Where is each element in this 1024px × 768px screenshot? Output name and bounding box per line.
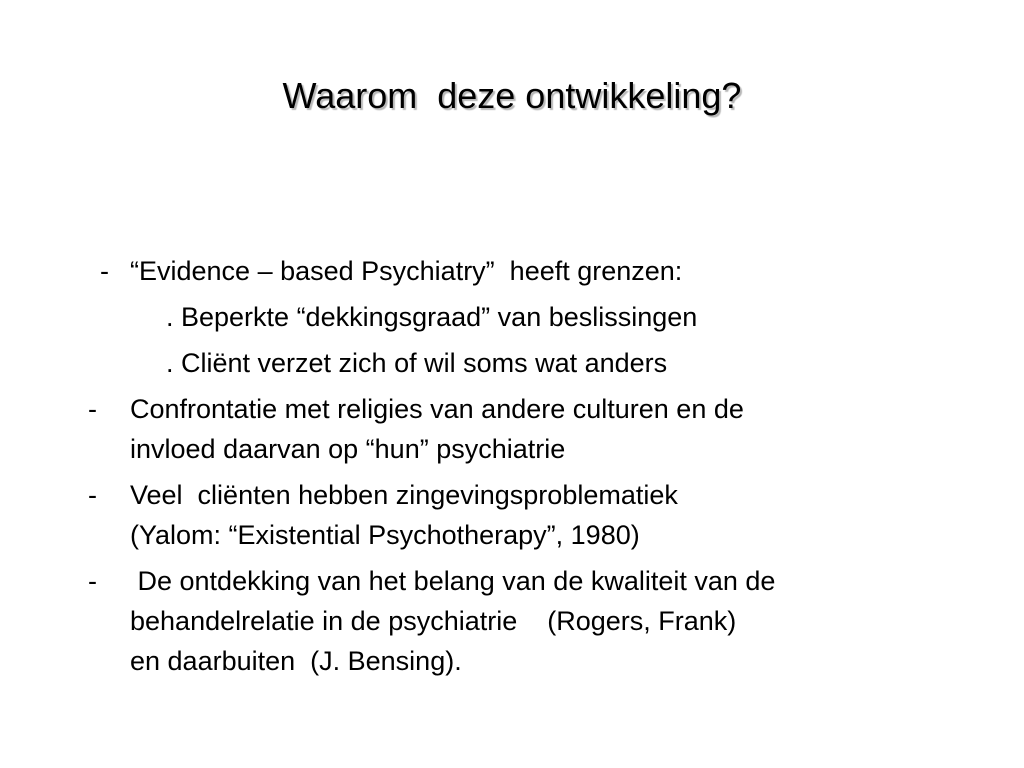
bullet-2-marker: - xyxy=(88,394,97,424)
bullet-3-line-2 xyxy=(88,512,988,558)
bullet-4-marker: - xyxy=(88,566,97,596)
bullet-4-text: De ontdekking van het belang van de kwaliteit van de xyxy=(130,566,776,596)
bullet-4-text: en daarbuiten (J. Bensing). xyxy=(130,646,462,676)
bullet-3-text: Veel cliënten hebben zingevingsproblematiek xyxy=(130,480,678,510)
bullet-1-subitem-1 xyxy=(88,294,988,340)
bullet-2-text: Confrontatie met religies van andere culturen en de xyxy=(130,394,744,424)
slide-title: Waarom deze ontwikkeling? xyxy=(282,75,742,116)
bullet-2-line-2 xyxy=(88,426,988,472)
bullet-4-text: behandelrelatie in de psychiatrie (Rogers, Frank) xyxy=(130,606,737,636)
subitem-text: . Cliënt verzet zich of wil soms wat anders xyxy=(166,348,668,378)
bullet-2-text: invloed daarvan op “hun” psychiatrie xyxy=(130,434,566,464)
bullet-3-text: (Yalom: “Existential Psychotherapy”, 1980) xyxy=(130,520,640,550)
bullet-1-line-1 xyxy=(88,248,988,294)
bullet-1-subitem-2 xyxy=(88,340,988,386)
bullet-1-marker: - xyxy=(100,256,109,286)
subitem-text: . Beperkte “dekkingsgraad” van beslissingen xyxy=(166,302,698,332)
bullet-3-marker: - xyxy=(88,480,97,510)
bullet-1-text: “Evidence – based Psychiatry” heeft grenzen: xyxy=(130,256,683,286)
slide-body xyxy=(88,248,988,684)
bullet-4-line-3 xyxy=(88,638,988,684)
